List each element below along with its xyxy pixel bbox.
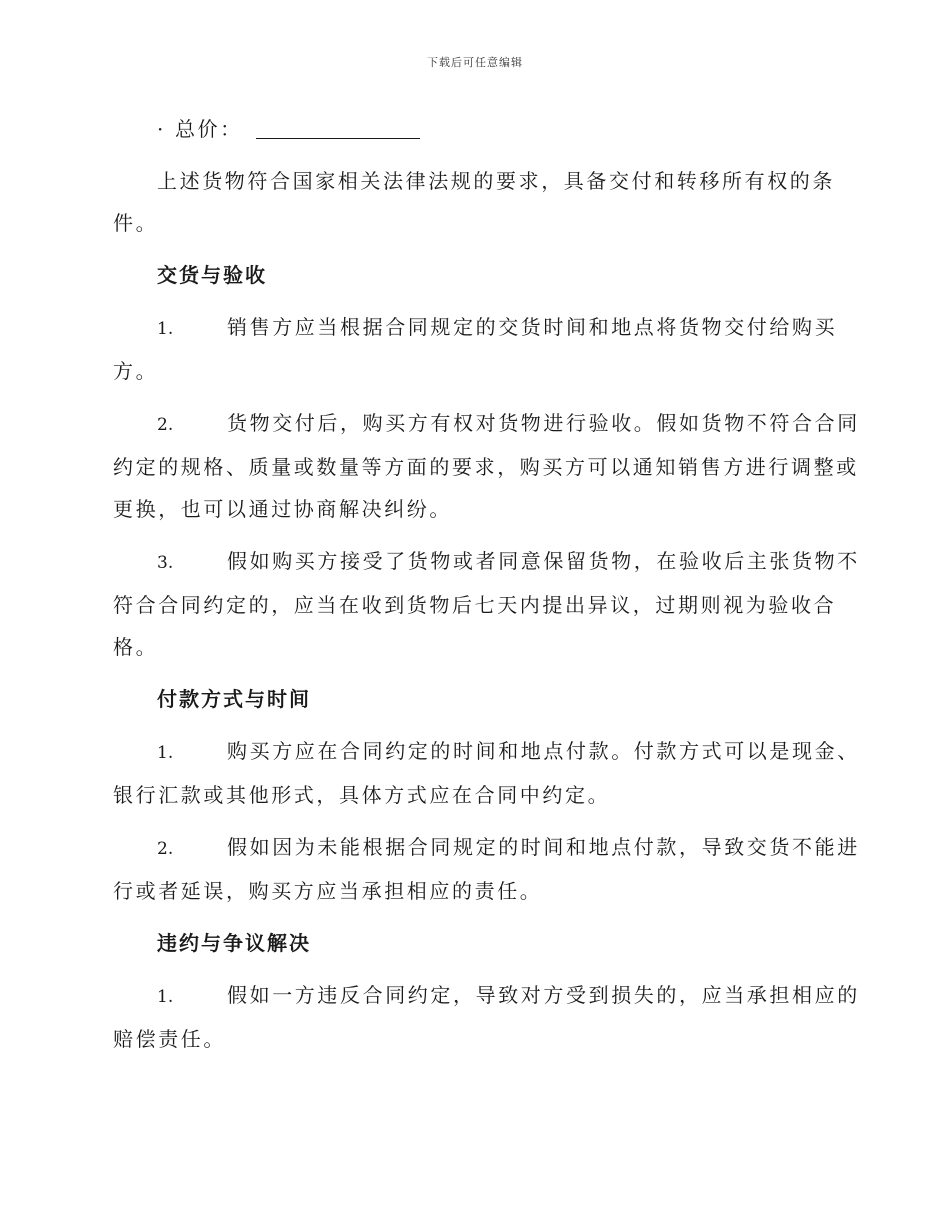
clause-line (113, 826, 860, 870)
clause-line: 约定的规格、质量或数量等方面的要求，购买方可以通知销售方进行调整或 (113, 455, 859, 479)
clause (113, 402, 860, 530)
clause (113, 540, 860, 668)
clause-number: 1. (157, 319, 174, 339)
clause (113, 306, 838, 392)
clause-line (113, 974, 860, 1018)
clause-line: 更换，也可以通过协商解决纠纷。 (113, 497, 452, 521)
clause-text: 假如因为未能根据合同规定的时间和地点付款，导致交货不能进 (227, 835, 860, 859)
clause-number: 2. (157, 415, 174, 435)
clause-line (113, 402, 860, 446)
intro-line: 上述货物符合国家相关法律法规的要求，具备交付和转移所有权的条 (157, 169, 835, 193)
clause-line: 格。 (113, 635, 159, 659)
clause-text: 销售方应当根据合同规定的交货时间和地点将货物交付给购买 (227, 315, 838, 339)
clause-line: 符合合同约定的，应当在收到货物后七天内提出异议，过期则视为验收合 (113, 593, 837, 617)
clause-number: 1. (157, 743, 174, 763)
section-heading: 违约与争议解决 (157, 931, 311, 955)
clause-line: 方。 (113, 359, 159, 383)
bullet: · (157, 117, 166, 141)
clause-text: 购买方应在合同约定的时间和地点付款。付款方式可以是现金、 (227, 739, 860, 763)
total-price-blank (256, 118, 420, 139)
total-price-label: 总价： (174, 117, 243, 141)
clause-number: 3. (157, 553, 174, 573)
clause-line (113, 540, 860, 584)
clause-text: 假如购买方接受了货物或者同意保留货物，在验收后主张货物不 (227, 549, 860, 573)
clause-line: 赔偿责任。 (113, 1027, 226, 1051)
intro-paragraph (113, 160, 835, 244)
document-body (113, 108, 860, 1070)
intro-line: 件。 (113, 211, 159, 235)
section-heading: 交货与验收 (157, 263, 267, 287)
clause (113, 730, 860, 816)
clause-line (113, 730, 860, 774)
page-header: 下载后可任意编辑 (427, 56, 523, 69)
total-price-line (113, 108, 835, 150)
clause-text: 假如一方违反合同约定，导致对方受到损失的，应当承担相应的 (227, 983, 860, 1007)
clause-line (113, 306, 838, 350)
section-heading: 付款方式与时间 (157, 687, 311, 711)
clause (113, 826, 860, 912)
clause-text: 货物交付后，购买方有权对货物进行验收。假如货物不符合合同 (227, 411, 860, 435)
clause-number: 1. (157, 987, 174, 1007)
clause-number: 2. (157, 839, 174, 859)
clause (113, 974, 860, 1060)
clause-line: 行或者延误，购买方应当承担相应的责任。 (113, 879, 543, 903)
clause-line: 银行汇款或其他形式，具体方式应在合同中约定。 (113, 783, 611, 807)
